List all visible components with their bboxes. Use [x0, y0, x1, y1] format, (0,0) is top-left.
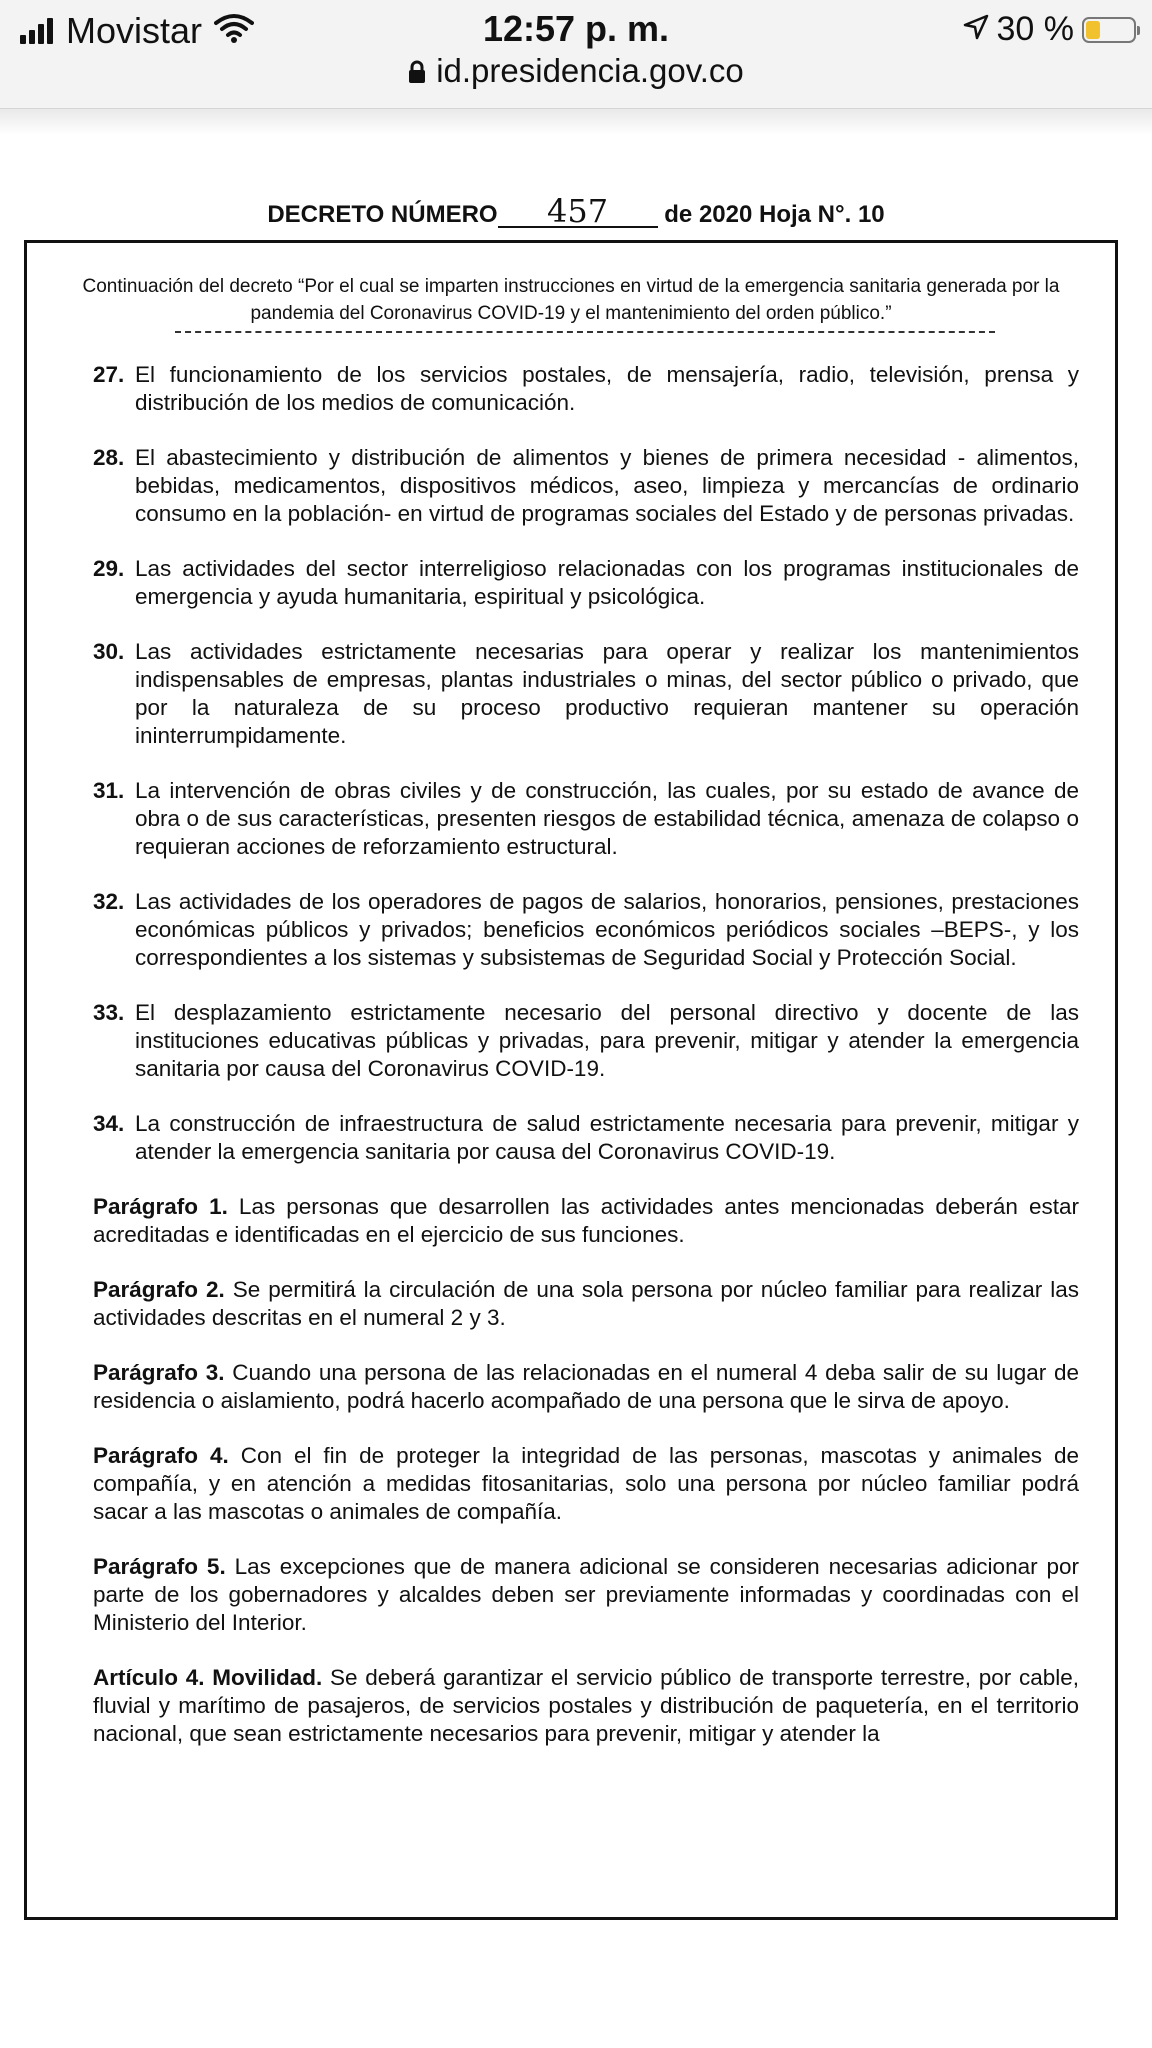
signal-icon [20, 18, 56, 44]
item-text: Las actividades del sector interreligioso relacionadas con los programas institucionales de emergencia y ayuda humanitaria, espiritual y psicológica. [135, 556, 1079, 609]
article-text: Se deberá garantizar el servicio público de transporte terrestre, por cable, fluvial y marítimo de pasajeros, de servicios postales y distribución de paquetería, en el territorio nacional, que sean estrictamente necesarios para prevenir, mitigar y atender la [93, 1665, 1079, 1746]
dashed-separator [175, 331, 995, 333]
paragraph-text: Cuando una persona de las relacionadas en el numeral 4 deba salir de su lugar de residencia o aislamiento, podrá hacerlo acompañado de una persona que le sirva de apoyo. [93, 1360, 1080, 1413]
heading-prefix: DECRETO NÚMERO [267, 201, 498, 228]
status-left [20, 10, 254, 52]
list-item [93, 888, 1079, 972]
toolbar-shadow [0, 109, 1152, 135]
battery-level [1086, 21, 1100, 39]
item-number: 33. [93, 1000, 125, 1025]
carrier-name: Movistar [66, 10, 203, 51]
article-paragraph [93, 1664, 1079, 1748]
item-text: Las actividades estrictamente necesarias para operar y realizar los mantenimientos indispensables de empresas, plantas industriales o minas, del sector público o privado, que por la naturaleza de su proceso productivo requieran mantener su operación ininterrumpidamente. [135, 639, 1079, 748]
heading-suffix: de 2020 Hoja N°. 10 [664, 201, 885, 228]
paragraph-text: Con el fin de proteger la integridad de las personas, mascotas y animales de compañía, y en atención a medidas fitosanitarias, solo una persona por núcleo familiar podrá sacar a las mascotas o animales de compañía. [93, 1443, 1079, 1524]
paragraph [93, 1193, 1079, 1249]
item-text: El abastecimiento y distribución de alimentos y bienes de primera necesidad - alimentos, bebidas, medicamentos, dispositivos médicos, aseo, limpieza y mercancías de ordinario consumo en la población- en virtud de programas sociales del Estado y de personas privadas. [135, 445, 1079, 526]
clock: 12:57 p. m. [482, 8, 670, 49]
status-bar [0, 0, 1152, 109]
item-number: 28. [93, 445, 125, 470]
url-text: id.presidencia.gov.co [436, 52, 744, 89]
paragraph-label: Parágrafo 4. [93, 1443, 229, 1468]
paragraph-text: Se permitirá la circulación de una sola persona por núcleo familiar para realizar las actividades descritas en el numeral 2 y 3. [93, 1277, 1079, 1330]
item-text: La construcción de infraestructura de salud estrictamente necesaria para prevenir, mitigar y atender la emergencia sanitaria por causa del Coronavirus COVID-19. [135, 1111, 1079, 1164]
document-body [93, 361, 1079, 1748]
lock-icon [408, 54, 426, 92]
item-number: 31. [93, 778, 125, 803]
address-bar[interactable] [0, 52, 1152, 92]
paragraph-text: Las personas que desarrollen las actividades antes mencionadas deberán estar acreditadas e identificadas en el ejercicio de sus funciones. [93, 1194, 1079, 1247]
list-item [93, 999, 1079, 1083]
decree-heading [0, 192, 1152, 230]
list-item [93, 444, 1079, 528]
item-number: 30. [93, 639, 125, 664]
paragraph [93, 1442, 1079, 1526]
article-label: Artículo 4. Movilidad. [93, 1665, 323, 1690]
item-text: La intervención de obras civiles y de construcción, las cuales, por su estado de avance de obra o de sus características, presenten riesgos de estabilidad técnica, amenaza de colapso o requieran acciones de reforzamiento estructural. [135, 778, 1079, 859]
location-arrow-icon [963, 10, 989, 49]
paragraph-text: Las excepciones que de manera adicional se consideren necesarias adicionar por parte de los gobernadores y alcaldes deben ser previamente informadas y coordinadas con el Ministerio del Interior. [93, 1554, 1079, 1635]
list-item [93, 777, 1079, 861]
wifi-icon [214, 10, 254, 52]
list-item [93, 555, 1079, 611]
paragraph [93, 1359, 1079, 1415]
decree-number: 457 [498, 196, 658, 228]
paragraph [93, 1276, 1079, 1332]
battery-percent: 30 % [996, 10, 1074, 48]
continuation-note: Continuación del decreto “Por el cual se imparten instrucciones en virtud de la emergencia sanitaria generada por la pandemia del Coronavirus COVID-19 y el mantenimiento del orden público.” [82, 276, 1060, 324]
battery-icon [1082, 17, 1136, 43]
paragraph-label: Parágrafo 3. [93, 1360, 225, 1385]
item-text: El funcionamiento de los servicios postales, de mensajería, radio, televisión, prensa y distribución de los medios de comunicación. [135, 362, 1079, 415]
item-text: El desplazamiento estrictamente necesario del personal directivo y docente de las instituciones educativas públicas y privadas, para prevenir, mitigar y atender la emergencia sanitaria por causa del Coronavirus COVID-19. [135, 1000, 1079, 1081]
list-item [93, 361, 1079, 417]
item-number: 27. [93, 362, 125, 387]
paragraph-label: Parágrafo 1. [93, 1194, 228, 1219]
list-item [93, 638, 1079, 750]
numbered-items [93, 361, 1079, 1166]
paragraph-label: Parágrafo 5. [93, 1554, 226, 1579]
paragraph-label: Parágrafo 2. [93, 1277, 225, 1302]
list-item [93, 1110, 1079, 1166]
item-number: 29. [93, 556, 125, 581]
item-number: 34. [93, 1111, 125, 1136]
paragraph [93, 1553, 1079, 1637]
item-number: 32. [93, 889, 125, 914]
status-right [963, 10, 1137, 49]
item-text: Las actividades de los operadores de pagos de salarios, honorarios, pensiones, prestaciones económicas públicos y privados; beneficios económicos periódicos sociales –BEPS-, y los correspondientes a los sistemas y subsistemas de Seguridad Social y Protección Social. [135, 889, 1079, 970]
paragraphs [93, 1193, 1079, 1748]
document-frame [24, 240, 1118, 1920]
